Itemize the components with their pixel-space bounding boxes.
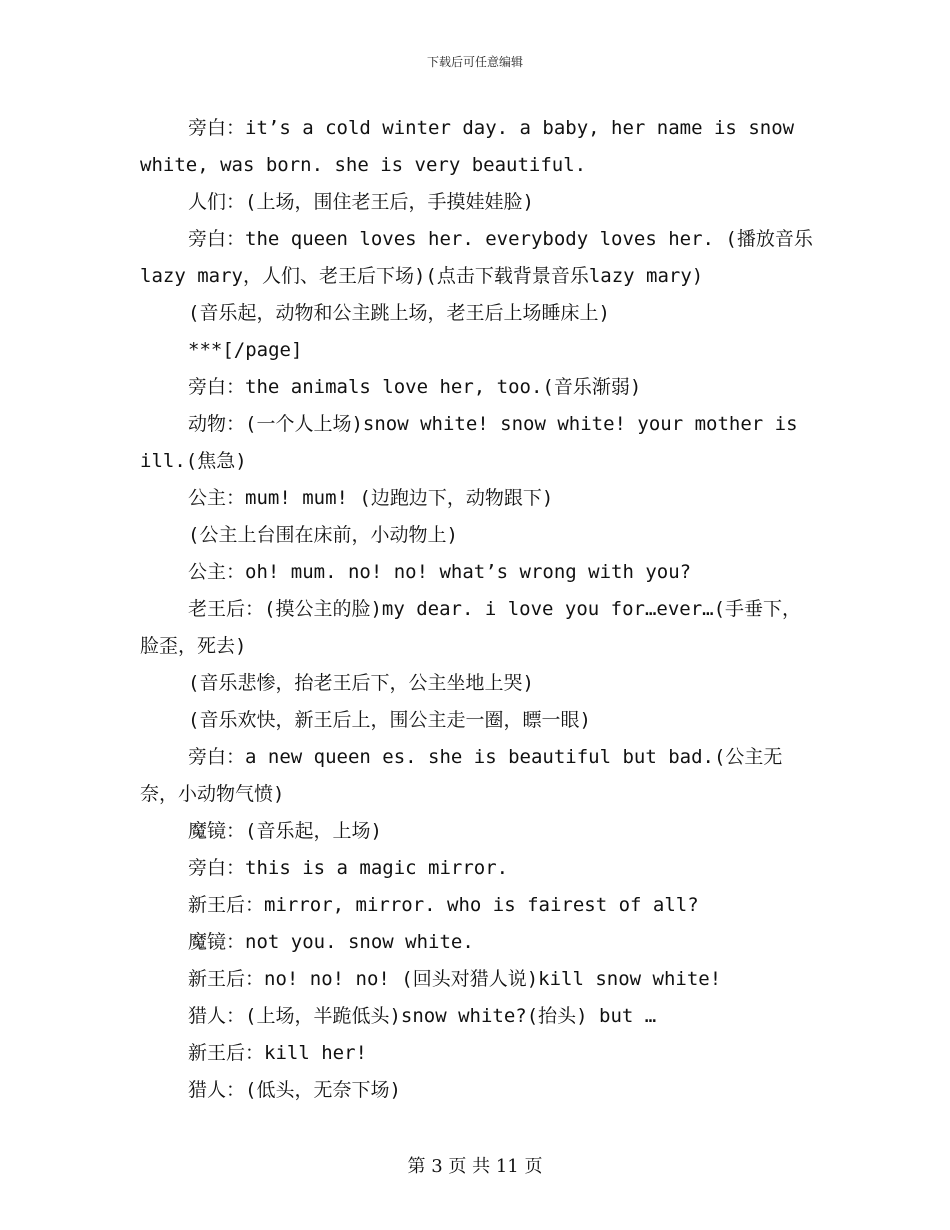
paragraph: 新王后：kill her! [188, 1042, 367, 1064]
paragraph: 魔镜：(音乐起，上场) [188, 820, 382, 842]
paragraph: 猎人：(低头，无奈下场) [188, 1079, 401, 1101]
paragraph: 魔镜：not you. snow white. [188, 931, 474, 953]
paragraph: 新王后：no! no! no! (回头对猎人说)kill snow white! [188, 968, 722, 990]
paragraph: 公主：oh! mum. no! no! what’s wrong with you? [188, 561, 692, 583]
paragraph: 旁白：a new queen es. she is beautiful but bad.(公主无奈，小动物气愤) [140, 746, 783, 805]
paragraph: 公主：mum! mum! (边跑边下，动物跟下) [188, 487, 554, 509]
paragraph: 动物：(一个人上场)snow white! snow white! your mother is ill.(焦急) [140, 413, 810, 472]
page-header: 下载后可任意编辑 [426, 55, 523, 69]
paragraph: (音乐悲惨，抬老王后下，公主坐地上哭) [188, 672, 534, 694]
paragraph: 新王后：mirror, mirror. who is fairest of all? [188, 894, 699, 916]
paragraph: ***[/page] [188, 339, 303, 361]
document-body [140, 110, 820, 1109]
paragraph: (公主上台围在床前，小动物上) [188, 524, 458, 546]
paragraph: 老王后：(摸公主的脸)my dear. i love you for…ever…(手垂下，脸歪，死去) [140, 598, 802, 657]
page-footer: 第 3 页 共 11 页 [407, 1156, 543, 1177]
paragraph: (音乐起，动物和公主跳上场，老王后上场睡床上) [188, 302, 610, 324]
paragraph: 人们：(上场，围住老王后，手摸娃娃脸) [188, 191, 534, 213]
paragraph: (音乐欢快，新王后上，围公主走一圈，瞟一眼) [188, 709, 591, 731]
paragraph: 旁白：this is a magic mirror. [188, 857, 509, 879]
paragraph: 旁白：the animals love her, too.(音乐渐弱) [188, 376, 642, 398]
paragraph: 旁白：it’s a cold winter day. a baby, her name is snow white, was born. she is very beautiful. [140, 117, 806, 176]
paragraph: 旁白：the queen loves her. everybody loves her. (播放音乐lazy mary，人们、老王后下场)(点击下载背景音乐lazy mary) [140, 228, 813, 287]
paragraph: 猎人：(上场，半跪低头)snow white?(抬头) but … [188, 1005, 657, 1027]
